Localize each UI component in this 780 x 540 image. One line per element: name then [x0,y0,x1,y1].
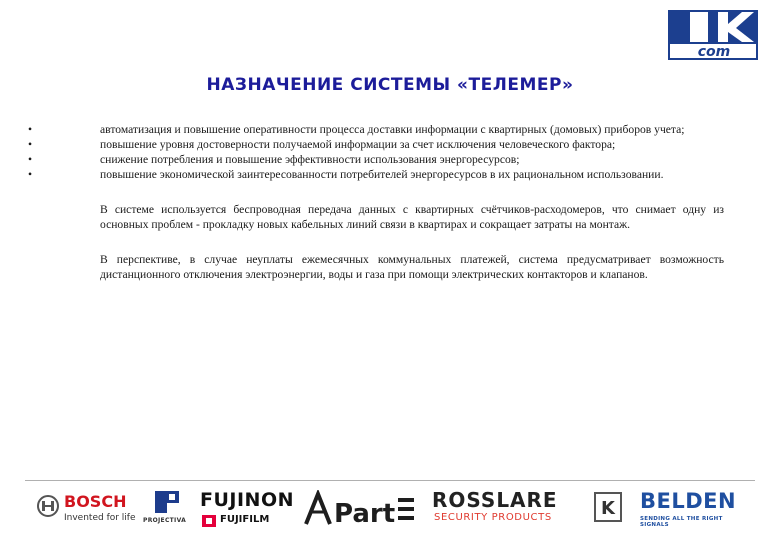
list-item: • снижение потребления и повышение эффективности использования энергоресурсов; [28,153,520,166]
page-title: НАЗНАЧЕНИЕ СИСТЕМЫ «ТЕЛЕМЕР» [206,75,574,95]
bullet-icon: • [28,153,33,166]
bosch-armature-icon [36,494,60,518]
kramer-mark-icon [594,492,622,522]
bosch-logo [36,491,136,527]
rosslare-sub: SECURITY PRODUCTS [434,512,552,523]
fujinon-name: FUJINON [200,489,295,511]
footer-divider [25,480,755,481]
belden-logo [640,489,748,529]
paragraph-wireless: В системе используется беспроводная передача данных с квартирных счётчиков-расходомеров, что снимает одну из основных проблем - прокладку новых кабельных линий связи в квартирах и сокращает затраты на монтаж. [100,203,724,231]
paragraph-disconnect: В перспективе, в случае неуплаты ежемесячных коммунальных платежей, система предусматривает возможность дистанционного отключения электроэнергии, воды и газа при помощи электрических контакторов и клапанов. [100,253,724,281]
bullet-list [28,122,724,182]
list-item: • автоматизация и повышение оперативности процесса доставки информации с квартирных (домовых) приборов учета; [28,123,685,136]
bosch-tagline: Invented for life [64,513,136,523]
belden-tagline: SENDING ALL THE RIGHT SIGNALS [640,516,723,528]
lk-com-logo-icon [668,10,758,60]
svg-text:Part: Part [334,499,396,528]
list-item: • повышение экономической заинтересованности потребителей энергоресурсов в их рациональном использовании. [28,168,664,181]
rosslare-name: ROSSLARE [432,488,558,512]
projectiva-logo [143,489,195,529]
kramer-logo [594,492,622,522]
apart-logo [302,490,420,528]
bullet-icon: • [28,168,33,181]
bosch-name: BOSCH [64,492,127,511]
fujifilm-mark-icon [202,515,216,527]
projectiva-name: PROJECTIVA [143,517,187,524]
fujinon-logo [200,489,295,529]
list-item: • повышение уровня достоверности получаемой информации за счет исключения человеческого фактора; [28,138,616,151]
projectiva-mark-icon [153,489,183,515]
belden-name: BELDEN [640,489,737,513]
partner-logos [0,485,780,535]
bullet-icon: • [28,123,33,136]
fujifilm-name: FUJIFILM [220,514,270,525]
bullet-icon: • [28,138,33,151]
content-body [28,122,724,282]
svg-text:K: K [601,498,615,519]
logo-text: com [697,44,731,60]
rosslare-logo [432,488,580,528]
apart-wordmark-icon [302,490,420,528]
